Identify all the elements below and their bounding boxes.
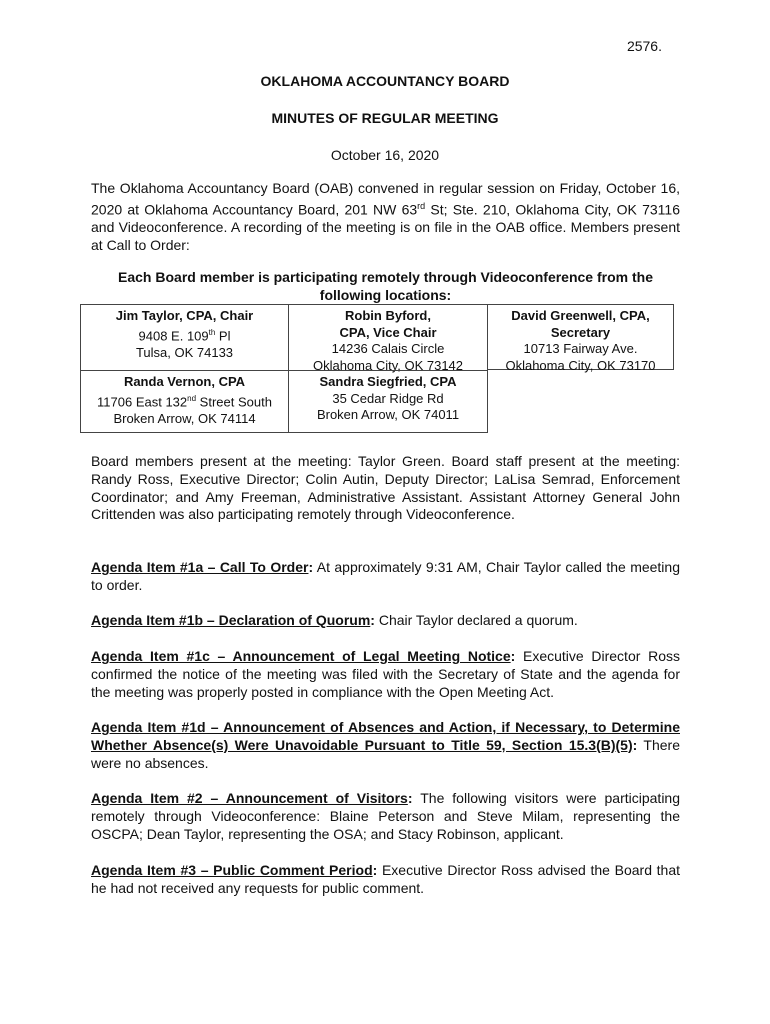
member-cell-greenwell bbox=[488, 304, 674, 373]
agenda-text: Chair Taylor declared a quorum. bbox=[374, 612, 578, 628]
member-address-line1: 9408 E. 109th Pl bbox=[138, 327, 231, 343]
member-name: Robin Byford, CPA, Vice Chair bbox=[339, 308, 437, 340]
agenda-label: Agenda Item #2 – Announcement of Visitors bbox=[91, 790, 408, 806]
agenda-text: The following visitors were participating remotely through Videoconference: Blaine Peterson and Steve Milam, representing the OSCPA; Dean Taylor, representing the OSA; and Stacy Robinson, applicant. bbox=[91, 790, 681, 842]
locations-heading: Each Board member is participating remotely through Videoconference from the following locations: bbox=[118, 269, 653, 303]
member-name: Randa Vernon, CPA bbox=[123, 374, 246, 389]
agenda-text: At approximately 9:31 AM, Chair Taylor called the meeting to order. bbox=[91, 559, 680, 593]
member-cell-siegfried bbox=[289, 370, 488, 433]
member-cell-byford bbox=[289, 304, 488, 373]
member-address-line2: Oklahoma City, OK 73142 bbox=[312, 357, 464, 373]
minutes-title: MINUTES OF REGULAR MEETING bbox=[271, 110, 499, 126]
agenda-item-3: Agenda Item #3 – Public Comment Period: Executive Director Ross advised the Board that he had not received any requests for public comment. bbox=[91, 862, 680, 896]
intro-superscript: rd bbox=[417, 200, 426, 211]
intro-text-2: St; Ste. 210, Oklahoma City, OK 73116 and Videoconference. A recording of the meeting is on file in the OAB office. Members present at Call to Order: bbox=[91, 201, 680, 254]
meeting-date: October 16, 2020 bbox=[330, 147, 440, 163]
agenda-label: Agenda Item #3 – Public Comment Period bbox=[91, 862, 373, 878]
agenda-label: Agenda Item #1d – Announcement of Absences and Action, if Necessary, to Determine Whether Absence(s) Were Unavoidable Pursuant to Title 59, Section 15.3(B)(5) bbox=[91, 719, 680, 753]
member-address-line2: Oklahoma City, OK 73170 bbox=[505, 357, 656, 373]
member-cell-taylor bbox=[80, 304, 289, 370]
staff-paragraph: Board members present at the meeting: Taylor Green. Board staff present at the meeting: Randy Ross, Executive Director; Colin Autin, Deputy Director; LaLisa Semrad, Enforcement Coordinator; and Amy Freeman, Administrative Assistant. Assistant Attorney General John Crittenden was also participating remotely through Videoconference. bbox=[91, 453, 680, 523]
agenda-item-1d: Agenda Item #1d – Announcement of Absences and Action, if Necessary, to Determine Whether Absence(s) Were Unavoidable Pursuant to Title 59, Section 15.3(B)(5): There were no absences. bbox=[91, 719, 680, 771]
member-cell-vernon bbox=[80, 370, 289, 433]
agenda-text: Executive Director Ross advised the Board that he had not received any requests for public comment. bbox=[91, 862, 680, 896]
member-address-line1: 11706 East 132nd Street South bbox=[97, 393, 272, 409]
agenda-item-1a: Agenda Item #1a – Call To Order: At approximately 9:31 AM, Chair Taylor called the meeting to order. bbox=[91, 559, 680, 593]
member-address-line1: 10713 Fairway Ave. bbox=[523, 341, 638, 357]
member-address-line2: Broken Arrow, OK 74114 bbox=[113, 410, 256, 426]
agenda-label: Agenda Item #1b – Declaration of Quorum bbox=[91, 612, 371, 628]
member-address-line1: 14236 Calais Circle bbox=[331, 341, 445, 357]
member-address-line1: 35 Cedar Ridge Rd bbox=[332, 390, 444, 406]
agenda-text: Executive Director Ross confirmed the notice of the meeting was filed with the Secretary of State and the agenda for the meeting was properly posted in compliance with the Open Meeting Act. bbox=[91, 648, 680, 700]
member-name: Jim Taylor, CPA, Chair bbox=[115, 308, 254, 323]
page-number: 2576. bbox=[626, 38, 662, 54]
agenda-label: Agenda Item #1c – Announcement of Legal Meeting Notice bbox=[91, 648, 511, 664]
agenda-item-1c: Agenda Item #1c – Announcement of Legal Meeting Notice: Executive Director Ross confirmed the notice of the meeting was filed with the Secretary of State and the agenda for the meeting was properly posted in compliance with the Open Meeting Act. bbox=[91, 648, 680, 700]
member-name: David Greenwell, CPA, Secretary bbox=[511, 308, 650, 340]
agenda-item-2: Agenda Item #2 – Announcement of Visitors: The following visitors were participating remotely through Videoconference: Blaine Peterson and Steve Milam, representing the OSCPA; Dean Taylor, representing the OSA; and Stacy Robinson, applicant. bbox=[91, 790, 681, 842]
member-address-line2: Tulsa, OK 74133 bbox=[135, 344, 234, 360]
member-name: Sandra Siegfried, CPA bbox=[319, 374, 457, 389]
agenda-label: Agenda Item #1a – Call To Order bbox=[91, 559, 309, 575]
intro-paragraph bbox=[91, 180, 680, 255]
member-address-line2: Broken Arrow, OK 74011 bbox=[316, 407, 460, 423]
board-title: OKLAHOMA ACCOUNTANCY BOARD bbox=[260, 73, 510, 89]
agenda-item-1b: Agenda Item #1b – Declaration of Quorum: Chair Taylor declared a quorum. bbox=[91, 612, 578, 628]
intro-text-1: The Oklahoma Accountancy Board (OAB) convened in regular session on Friday, October 16, 2020 at Oklahoma Accountancy Board, 201 NW 63 bbox=[91, 180, 680, 218]
agenda-text: There were no absences. bbox=[91, 736, 680, 771]
